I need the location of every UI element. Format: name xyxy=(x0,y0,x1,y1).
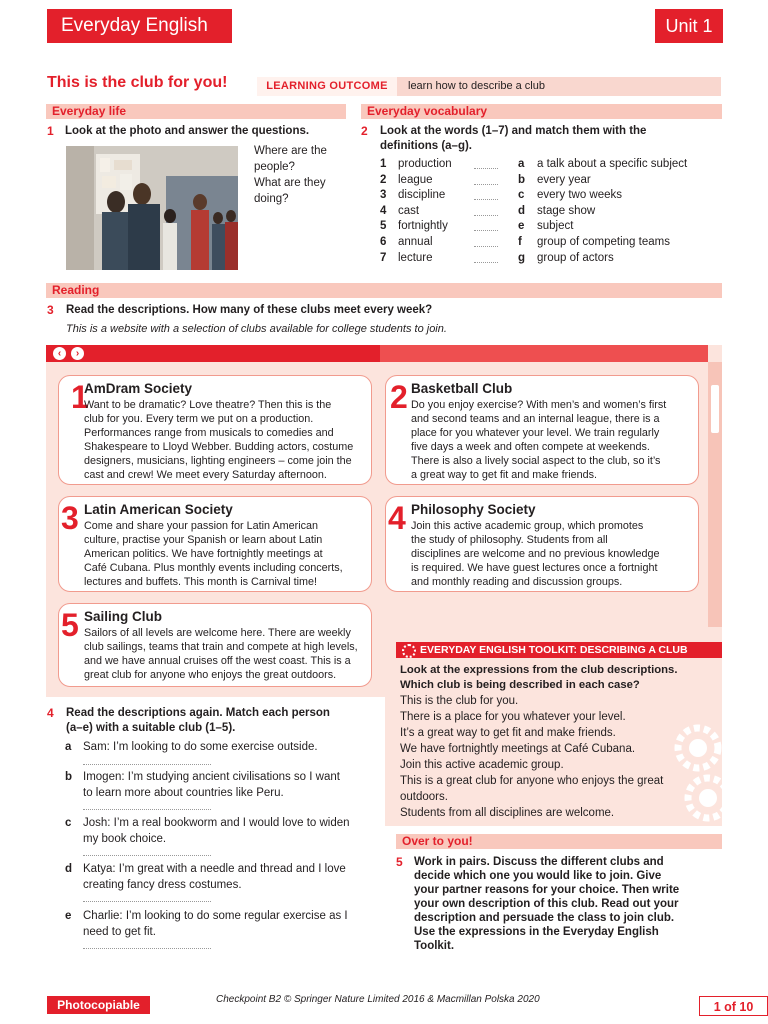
person-statement: need to get fit. xyxy=(83,925,156,938)
desc-line: a great way to get fit and make friends. xyxy=(411,469,598,481)
word-number: 6 xyxy=(380,236,387,248)
lesson-title: This is the club for you! xyxy=(47,74,228,91)
desc-line: Sailors of all levels are welcome here. There are weekly xyxy=(84,627,351,639)
learning-outcome-label: LEARNING OUTCOME xyxy=(257,77,397,96)
question-number: 2 xyxy=(361,124,368,138)
club-name: Philosophy Society xyxy=(411,502,536,517)
answer-blank[interactable] xyxy=(474,168,498,169)
desc-line: There is also a lively social aspect to the club, so it’s xyxy=(411,455,661,467)
word-number: 4 xyxy=(380,204,387,217)
desc-line: Do you enjoy exercise? With men’s and women’s first xyxy=(411,399,667,411)
club-number: 5 xyxy=(61,607,79,643)
club-description xyxy=(411,519,659,589)
desc-line: Performances range from musicals to comedies and xyxy=(84,427,334,439)
question-text-2: (a–e) with a suitable club (1–5). xyxy=(66,722,236,734)
answer-line[interactable] xyxy=(83,855,211,856)
definition-letter: a xyxy=(518,158,525,170)
section-heading-everyday-life: Everyday life xyxy=(46,104,346,119)
question-number: 1 xyxy=(47,124,54,138)
person-statement: creating fancy dress costumes. xyxy=(83,878,242,891)
club-name: Sailing Club xyxy=(84,609,163,624)
club-name: Latin American Society xyxy=(84,502,233,517)
person-letter: b xyxy=(65,771,73,783)
task-line: Use the expressions in the Everyday English xyxy=(414,926,659,938)
desc-line: designers, musicians, lighting engineers – come join the xyxy=(84,455,352,467)
toolkit-question-2: Which club is being described in each case? xyxy=(400,679,640,691)
person-statement: my book choice. xyxy=(83,832,167,845)
toolkit-heading-text: EVERYDAY ENGLISH TOOLKIT: DESCRIBING A CLUB xyxy=(420,644,688,656)
desc-line: club for you. Every term we put on a production. xyxy=(84,413,314,425)
question-line: people? xyxy=(254,161,295,173)
toolkit-question: Look at the expressions from the club descriptions. xyxy=(400,664,678,676)
reading-intro: This is a website with a selection of clubs available for college students to join. xyxy=(66,323,447,335)
desc-line: culture, practise your Spanish or learn about Latin xyxy=(84,534,323,546)
desc-line: club sailings, teams that train and compete at high levels, xyxy=(84,641,358,653)
gears-decoration-icon xyxy=(660,722,722,822)
desc-line: and monthly reading and discussion groups. xyxy=(411,576,623,588)
person-statement: Sam: I’m looking to do some exercise outside. xyxy=(83,741,318,753)
scrollbar-thumb[interactable] xyxy=(711,385,719,433)
club-card xyxy=(58,496,372,592)
desc-line: Café Cubana. Plus monthly events including concerts, xyxy=(84,562,343,574)
club-name: Basketball Club xyxy=(411,381,513,396)
person-statement: Josh: I’m a real bookworm and I would love to widen xyxy=(83,817,350,829)
word-number: 1 xyxy=(380,158,387,170)
task-line: description and persuade the class to join club. xyxy=(414,912,675,924)
expression: Students from all disciplines are welcome. xyxy=(400,807,615,819)
section-heading-reading: Reading xyxy=(46,283,722,298)
desc-line: American politics. We have fortnightly meetings at xyxy=(84,548,323,560)
next-arrow-icon[interactable]: › xyxy=(71,347,84,360)
club-card xyxy=(385,375,699,485)
vocab-word: production xyxy=(398,158,452,170)
task-line: decide which one you would like to join. Give xyxy=(414,870,662,882)
club-number: 1 xyxy=(71,379,89,415)
prev-arrow-icon[interactable]: ‹ xyxy=(53,347,66,360)
definition-letter: f xyxy=(518,236,522,248)
word-number: 7 xyxy=(380,251,387,264)
toolkit-heading xyxy=(396,642,722,658)
question-line: doing? xyxy=(254,193,289,205)
desc-line: Join this active academic group, which promotes xyxy=(411,520,644,532)
vocab-definition: subject xyxy=(537,220,574,233)
club-description xyxy=(84,398,353,482)
header-title: Everyday English xyxy=(47,9,232,43)
students-photo xyxy=(66,146,238,270)
vocab-word: fortnightly xyxy=(398,220,448,233)
person-statement: Charlie: I’m looking to do some regular exercise as I xyxy=(83,910,348,922)
club-card xyxy=(385,496,699,592)
desc-line: and we have annual cruises off the west coast. This is a xyxy=(84,655,351,667)
answer-line[interactable] xyxy=(83,948,211,949)
desc-line: great club for anyone who enjoys the great outdoors. xyxy=(84,669,337,681)
learning-outcome-text: learn how to describe a club xyxy=(408,80,545,92)
expression: Join this active academic group. xyxy=(400,759,564,771)
vocab-definition: stage show xyxy=(537,204,596,217)
person-statement: Katya: I’m great with a needle and thread and I love xyxy=(83,863,346,875)
answer-blank[interactable] xyxy=(474,184,498,185)
answer-line[interactable] xyxy=(83,764,211,765)
answer-blank[interactable] xyxy=(474,199,498,200)
definition-letter: e xyxy=(518,220,525,233)
question-text-2: definitions (a–g). xyxy=(380,140,472,152)
question-line: Where are the xyxy=(254,145,327,157)
desc-line: place for you whatever your level. We train regularly xyxy=(411,427,660,439)
person-letter: c xyxy=(65,817,72,829)
club-number: 4 xyxy=(388,500,406,536)
question-number: 4 xyxy=(47,706,54,720)
expression: There is a place for you whatever your level. xyxy=(400,711,626,723)
definition-letter: g xyxy=(518,251,526,264)
expression: This is the club for you. xyxy=(400,695,519,707)
toolkit-expressions xyxy=(400,693,663,821)
task-line: your partner reasons for your choice. Then write xyxy=(414,884,680,896)
answer-blank[interactable] xyxy=(474,230,498,231)
expression: It’s a great way to get fit and make friends. xyxy=(400,727,616,739)
answer-blank[interactable] xyxy=(474,246,498,247)
website-header-accent xyxy=(380,345,708,362)
club-number: 3 xyxy=(61,500,79,536)
question-text: Read the descriptions again. Match each person xyxy=(66,707,330,719)
question-text: Look at the photo and answer the questions. xyxy=(65,125,310,137)
club-card xyxy=(58,375,372,485)
definition-letter: c xyxy=(518,189,525,202)
desc-line: five days a week and often compete at weekends. xyxy=(411,441,650,453)
vocab-word: annual xyxy=(398,236,433,248)
club-description xyxy=(84,519,343,589)
desc-line: Want to be dramatic? Love theatre? Then this is the xyxy=(84,399,332,411)
question-number: 3 xyxy=(47,303,54,317)
copyright-text: Checkpoint B2 © Springer Nature Limited 2016 & Macmillan Polska 2020 xyxy=(216,994,540,1005)
expression: This is a great club for anyone who enjoys the great xyxy=(400,775,664,787)
page-number: 1 of 10 xyxy=(699,996,768,1016)
question-number: 5 xyxy=(396,855,403,869)
photocopiable-badge: Photocopiable xyxy=(47,996,150,1014)
vocab-definition: every two weeks xyxy=(537,189,623,202)
club-name: AmDram Society xyxy=(84,381,193,396)
club-number: 2 xyxy=(390,379,408,415)
person-letter: d xyxy=(65,863,73,875)
word-number: 3 xyxy=(380,189,387,202)
person-letter: e xyxy=(65,910,72,922)
over-to-you-task xyxy=(414,855,679,953)
vocab-word: discipline xyxy=(398,189,446,202)
person-statement: Imogen: I’m studying ancient civilisations so I want xyxy=(83,771,340,783)
section-heading-vocabulary: Everyday vocabulary xyxy=(361,104,722,119)
club-description xyxy=(84,626,358,682)
desc-line: Come and share your passion for Latin American xyxy=(84,520,319,532)
word-number: 2 xyxy=(380,173,387,186)
unit-badge: Unit 1 xyxy=(655,9,723,43)
club-description xyxy=(411,398,666,482)
word-number: 5 xyxy=(380,220,387,233)
answer-blank[interactable] xyxy=(474,215,498,216)
question-line: What are they xyxy=(254,177,326,189)
desc-line: and second teams and an internal league, there is a xyxy=(411,413,660,425)
question-text: Read the descriptions. How many of these clubs meet every week? xyxy=(66,304,433,316)
question-text: Look at the words (1–7) and match them with the xyxy=(380,125,647,137)
expression: outdoors. xyxy=(400,791,448,803)
vocab-word: cast xyxy=(398,204,420,217)
photo-questions xyxy=(254,143,327,207)
answer-line[interactable] xyxy=(83,901,211,902)
answer-blank[interactable] xyxy=(474,262,498,263)
answer-line[interactable] xyxy=(83,809,211,810)
gear-icon xyxy=(402,644,416,658)
task-line: Work in pairs. Discuss the different clubs and xyxy=(414,856,664,868)
definition-letter: d xyxy=(518,204,526,217)
expression: We have fortnightly meetings at Café Cubana. xyxy=(400,743,636,755)
vocab-word: league xyxy=(398,173,433,186)
desc-line: disciplines are welcome and no previous knowledge xyxy=(411,548,660,560)
vocab-definition: group of competing teams xyxy=(537,236,670,248)
definition-letter: b xyxy=(518,173,526,186)
vocab-word: lecture xyxy=(398,251,433,264)
vocab-definition: every year xyxy=(537,173,591,186)
vocab-definition: group of actors xyxy=(537,251,614,264)
club-card xyxy=(58,603,372,687)
person-letter: a xyxy=(65,741,72,753)
desc-line: Shakespeare to Lloyd Webber. Budding actors, costume xyxy=(84,441,354,453)
section-heading-over-to-you: Over to you! xyxy=(396,834,722,849)
desc-line: cast and crew! We meet every Saturday afternoon. xyxy=(84,469,327,481)
vocab-definition: a talk about a specific subject xyxy=(537,158,688,170)
task-line: your own description of this club. Read out your xyxy=(414,898,679,910)
desc-line: the study of philosophy. Students from all xyxy=(411,534,608,546)
person-statement: to learn more about countries like Peru. xyxy=(83,786,284,799)
desc-line: lectures and buffets. This month is Carnival time! xyxy=(84,576,318,588)
desc-line: is required. We have guest lectures once a fortnight xyxy=(411,562,658,574)
task-line: Toolkit. xyxy=(414,940,455,952)
